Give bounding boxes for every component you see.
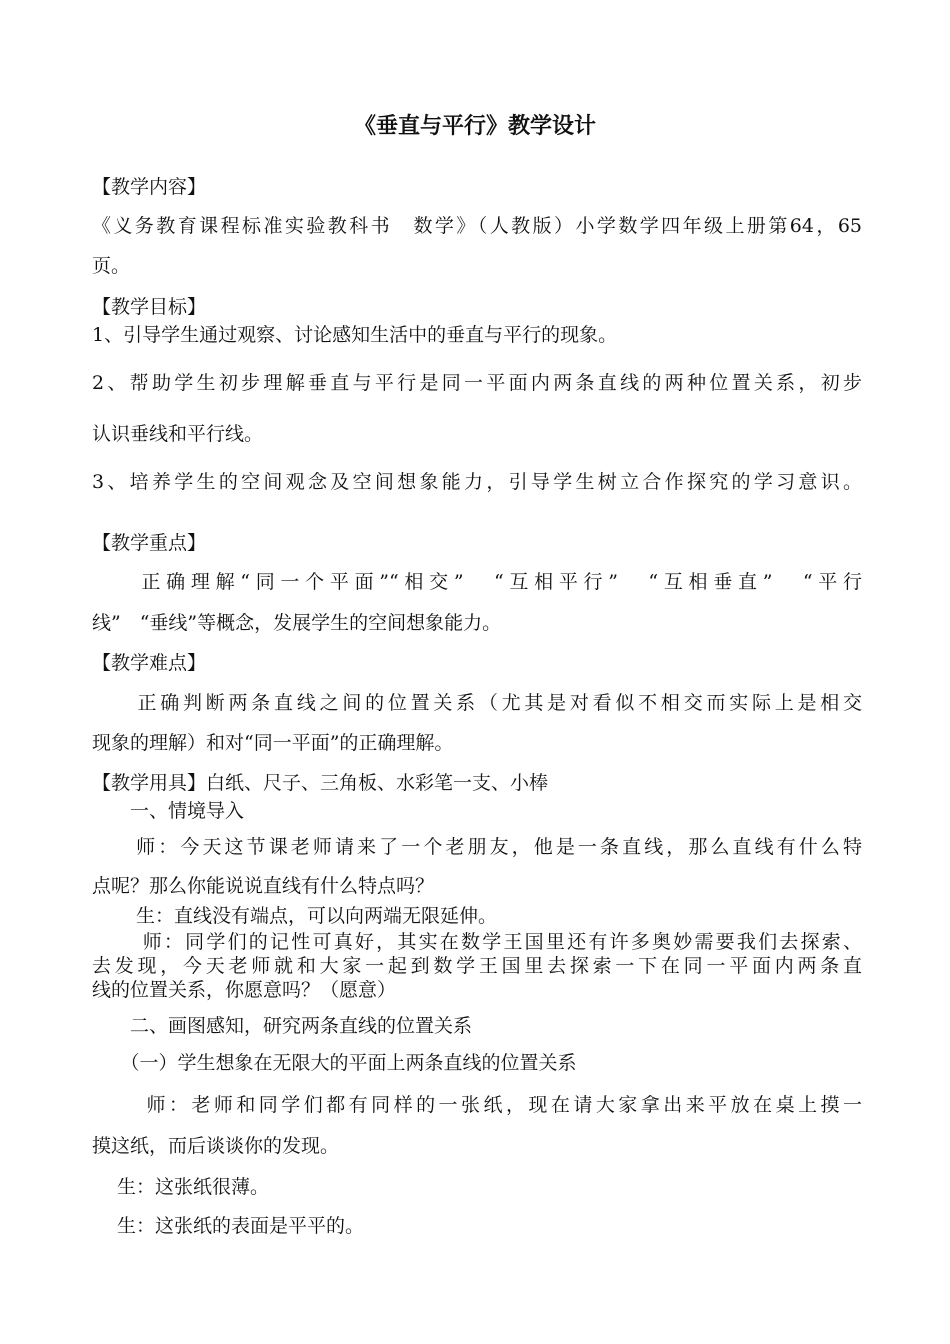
paragraph-line: 2、帮助学生初步理解垂直与平行是同一平面内两条直线的两种位置关系，初步 bbox=[92, 372, 862, 394]
document-title: 《垂直与平行》教学设计 bbox=[353, 113, 596, 139]
section-heading-difficulties: 【教学难点】 bbox=[92, 652, 207, 674]
section-heading-key-points: 【教学重点】 bbox=[92, 532, 207, 554]
subsection-heading: 一、情境导入 bbox=[92, 800, 245, 822]
paragraph-line: 页。 bbox=[92, 255, 131, 277]
subsection-heading: 二、画图感知，研究两条直线的位置关系 bbox=[92, 1015, 473, 1037]
paragraph-line: 现象的理解）和对“同一平面”的正确理解。 bbox=[92, 732, 454, 754]
paragraph-line: 《义务教育课程标准实验教科书 数学》（人教版）小学数学四年级上册第64，65 bbox=[92, 215, 862, 237]
paragraph-line: 正确理解“同一个平面”“相交” “互相平行” “互相垂直” “平行 bbox=[92, 571, 862, 593]
paragraph-line: 认识垂线和平行线。 bbox=[92, 423, 264, 445]
paragraph-line: 师：同学们的记性可真好，其实在数学王国里还有许多奥妙需要我们去探索、 bbox=[92, 931, 862, 953]
paragraph-line: 线” “垂线”等概念，发展学生的空间想象能力。 bbox=[92, 612, 502, 634]
paragraph-line: 1、引导学生通过观察、讨论感知生活中的垂直与平行的现象。 bbox=[92, 324, 618, 346]
paragraph-line: 3、培养学生的空间观念及空间想象能力，引导学生树立合作探究的学习意识。 bbox=[92, 471, 862, 493]
paragraph-line: 师：今天这节课老师请来了一个老朋友，他是一条直线，那么直线有什么特 bbox=[92, 836, 862, 858]
paragraph-line: 师：老师和同学们都有同样的一张纸，现在请大家拿出来平放在桌上摸一 bbox=[92, 1094, 862, 1116]
paragraph-line: 线的位置关系，你愿意吗？（愿意） bbox=[92, 979, 397, 1001]
paragraph-line: 正确判断两条直线之间的位置关系（尤其是对看似不相交而实际上是相交 bbox=[92, 692, 862, 714]
paragraph-line: 点呢？那么你能说说直线有什么特点吗？ bbox=[92, 875, 435, 897]
paragraph-line: 去发现，今天老师就和大家一起到数学王国里去探索一下在同一平面内两条直 bbox=[92, 955, 862, 977]
subsection-heading: （一）学生想象在无限大的平面上两条直线的位置关系 bbox=[92, 1052, 577, 1074]
section-heading-content: 【教学内容】 bbox=[92, 176, 207, 198]
paragraph-line: 生：这张纸很薄。 bbox=[92, 1176, 270, 1198]
section-heading-objectives: 【教学目标】 bbox=[92, 296, 207, 318]
paragraph-line: 摸这纸，而后谈谈你的发现。 bbox=[92, 1135, 340, 1157]
paragraph-line: 生：直线没有端点，可以向两端无限延伸。 bbox=[92, 905, 498, 927]
paragraph-line: 生：这张纸的表面是平平的。 bbox=[92, 1215, 365, 1237]
section-heading-tools: 【教学用具】白纸、尺子、三角板、水彩笔一支、小棒 bbox=[92, 772, 549, 794]
